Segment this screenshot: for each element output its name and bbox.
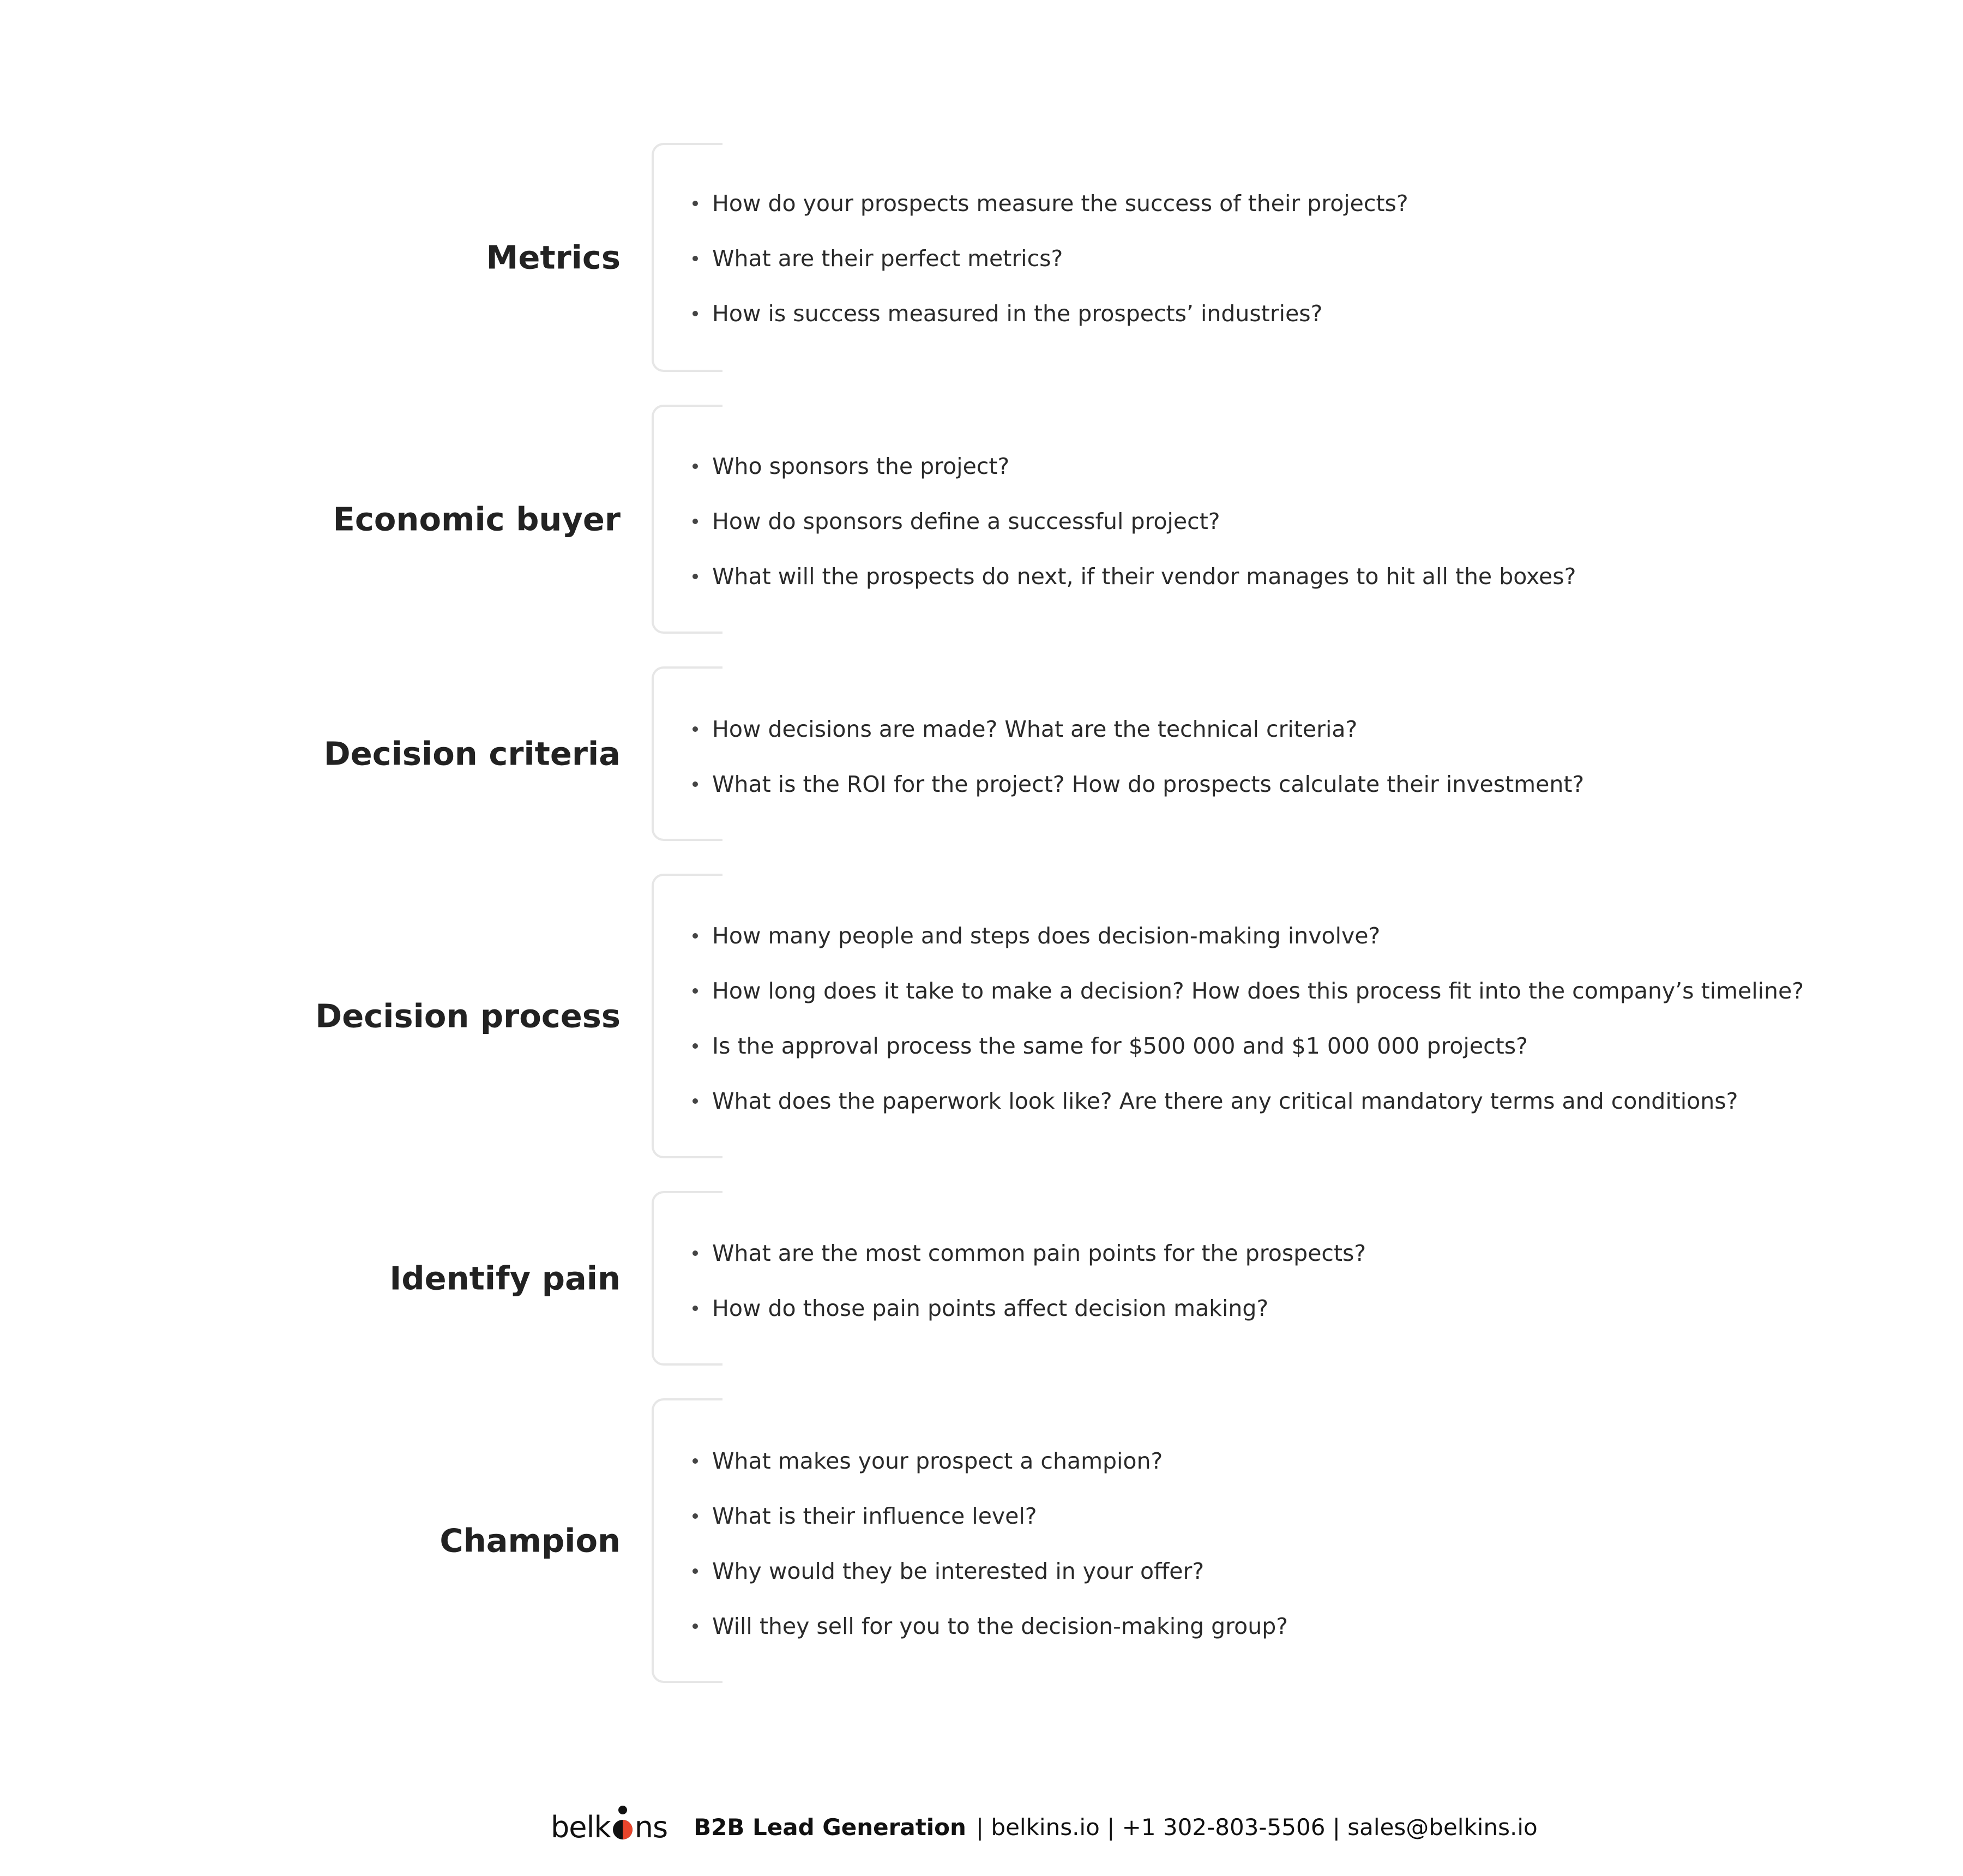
section-bracket	[652, 1398, 722, 1683]
bullet-icon	[693, 519, 698, 524]
question-item: How do sponsors define a successful project?	[712, 508, 1220, 534]
question-item: What will the prospects do next, if their vendor manages to hit all the boxes?	[712, 563, 1576, 590]
bullet-icon	[693, 1513, 698, 1519]
bullet-icon	[693, 1624, 698, 1629]
question-item: What is the ROI for the project? How do prospects calculate their investment?	[712, 771, 1585, 797]
bullet-icon	[693, 201, 698, 206]
section-bracket	[652, 1191, 722, 1366]
footer-title: B2B Lead Generation	[694, 1813, 966, 1841]
bullet-icon	[693, 781, 698, 787]
belkins-logo	[551, 1810, 667, 1844]
bullet-icon	[693, 988, 698, 994]
section-title: Champion	[439, 1522, 621, 1560]
question-item: How do those pain points affect decision making?	[712, 1295, 1269, 1321]
logo-text-left: belk	[551, 1809, 611, 1844]
section-title: Identify pain	[389, 1259, 621, 1297]
section-bracket	[652, 874, 722, 1158]
question-item: What does the paperwork look like? Are there any critical mandatory terms and conditions?	[712, 1088, 1738, 1114]
bullet-icon	[693, 256, 698, 261]
question-item: Why would they be interested in your offer?	[712, 1558, 1205, 1584]
section-bracket	[652, 666, 722, 841]
section-title: Decision criteria	[323, 735, 621, 773]
question-item: What are the most common pain points for the prospects?	[712, 1240, 1366, 1266]
question-item: How decisions are made? What are the technical criteria?	[712, 716, 1358, 742]
question-item: Who sponsors the project?	[712, 453, 1010, 479]
bullet-icon	[693, 1250, 698, 1256]
section-title: Metrics	[486, 238, 621, 276]
logo-mark-icon	[612, 1813, 634, 1841]
question-item: What makes your prospect a champion?	[712, 1448, 1163, 1474]
bullet-icon	[693, 1306, 698, 1311]
question-item: What are their perfect metrics?	[712, 245, 1063, 272]
logo-text-right: ns	[634, 1809, 668, 1844]
question-item: Is the approval process the same for $500 000 and $1 000 000 projects?	[712, 1033, 1528, 1059]
bullet-icon	[693, 1568, 698, 1574]
bullet-icon	[693, 1043, 698, 1049]
section-title: Decision process	[315, 997, 621, 1035]
question-item: How do your prospects measure the success of their projects?	[712, 190, 1408, 217]
bullet-icon	[693, 933, 698, 939]
section-title: Economic buyer	[333, 500, 621, 538]
bullet-icon	[693, 311, 698, 316]
question-item: What is their influence level?	[712, 1503, 1037, 1529]
bullet-icon	[693, 1458, 698, 1464]
question-item: Will they sell for you to the decision-making group?	[712, 1613, 1288, 1639]
footer	[551, 1805, 1538, 1849]
bullet-icon	[693, 574, 698, 579]
question-item: How long does it take to make a decision? How does this process fit into the company’s timeline?	[712, 978, 1804, 1004]
bullet-icon	[693, 726, 698, 732]
bullet-icon	[693, 464, 698, 469]
question-item: How many people and steps does decision-making involve?	[712, 923, 1381, 949]
footer-contact-info: | belkins.io | +1 302-803-5506 | sales@belkins.io	[976, 1813, 1538, 1841]
bullet-icon	[693, 1098, 698, 1104]
question-item: How is success measured in the prospects’ industries?	[712, 300, 1323, 327]
